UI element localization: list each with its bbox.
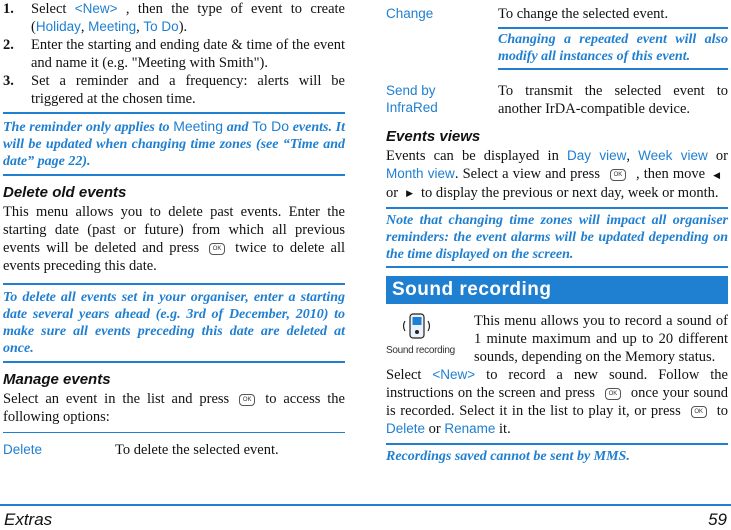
- day-view-keyword: Day view: [567, 148, 627, 163]
- mms-note: Recordings saved cannot be sent by MMS.: [386, 449, 630, 465]
- delete-option-row: [3, 441, 345, 459]
- meeting-keyword: Meeting: [173, 118, 223, 134]
- change-option-desc: To change the selected event.: [498, 6, 669, 22]
- time-zone-note: Note that changing time zones will impact all organiser reminders: the event alarms will be updated depending on the time displayed on the screen.: [386, 213, 728, 263]
- section-title: Extras: [4, 510, 53, 529]
- ok-key-icon: OK: [691, 406, 707, 418]
- divider: [386, 443, 728, 445]
- holiday-keyword: Holiday: [35, 19, 81, 34]
- step-2: 2. Enter the starting and ending date & time of the event and name it (e.g. "Meeting with Smith").: [3, 37, 345, 71]
- arrow-right-icon: ▶: [406, 188, 414, 199]
- sound-recording-banner: Sound recording: [386, 276, 728, 304]
- delete-keyword: Delete: [386, 421, 426, 437]
- divider: [3, 112, 345, 114]
- footer-rule: [0, 504, 731, 506]
- rename-keyword: Rename: [444, 421, 496, 437]
- send-option-desc: To transmit the selected event to another IrDA-compatible device.: [498, 83, 728, 117]
- change-option-row: [386, 5, 728, 70]
- sound-recording-text: Sound recording This menu allows you to record a sound of 1 minute maximum and up to 20 different sounds, depending on the Memory status.: [386, 313, 728, 366]
- step-3: 3. Set a reminder and a frequency: alerts will be triggered at the chosen time.: [3, 73, 345, 107]
- steps-list: [3, 0, 345, 108]
- page-number: 59: [708, 510, 727, 529]
- ok-key-icon: OK: [610, 169, 626, 181]
- new-keyword: <New>: [74, 1, 118, 16]
- todo-keyword: To Do: [143, 19, 179, 34]
- step-number: 2.: [3, 37, 14, 53]
- delete-all-note: To delete all events set in your organiser, enter a starting date several years ahead (e.g. 3rd of December, 2010) to make sure all events preceding this date are deleted at once.: [3, 290, 345, 356]
- left-column: [3, 0, 345, 459]
- divider: [3, 283, 345, 285]
- reminder-note: The reminder only applies to Meeting and To Do events. It will be updated when changing time zones (see “Time and date” page 22).: [3, 118, 345, 169]
- delete-old-events-heading: Delete old events: [3, 184, 127, 201]
- send-option-row: [386, 82, 728, 118]
- send-option-label: Send by InfraRed: [386, 83, 438, 115]
- sound-recording-instructions: Select <New> to record a new sound. Follow the instructions on the screen and press OK once your sound is recorded. Select it in the list to play it, or press OK to Delete or Rename it.: [386, 367, 728, 438]
- divider: [386, 207, 728, 209]
- sound-recording-icon-caption: Sound recording: [386, 345, 455, 357]
- divider: [3, 361, 345, 363]
- ok-key-icon: OK: [605, 388, 621, 400]
- month-view-keyword: Month view: [386, 166, 455, 181]
- right-column: [386, 0, 728, 465]
- step-1: 1. Select <New> , then the type of event to create (Holiday, Meeting, To Do).: [3, 1, 345, 35]
- divider: [3, 174, 345, 176]
- delete-option-label: Delete: [3, 442, 43, 457]
- manage-events-heading: Manage events: [3, 371, 111, 388]
- divider: [386, 266, 728, 268]
- delete-option-desc: To delete the selected event.: [115, 442, 279, 458]
- change-option-label: Change: [386, 6, 434, 21]
- new-keyword: <New>: [432, 367, 476, 383]
- divider: [3, 432, 345, 433]
- events-views-heading: Events views: [386, 128, 481, 145]
- manage-events-text: Select an event in the list and press OK to access the following options:: [3, 391, 345, 425]
- week-view-keyword: Week view: [638, 148, 708, 163]
- todo-keyword: To Do: [252, 118, 289, 134]
- sound-recording-icon-block: [386, 312, 466, 356]
- ok-key-icon: OK: [239, 394, 255, 406]
- events-views-text: Events can be displayed in Day view, Week view or Month view. Select a view and press OK , then move ◀or ▶ to display the previous or next day, week or month.: [386, 148, 729, 201]
- change-option-note: Changing a repeated event will also modify all instances of this event.: [498, 32, 728, 64]
- arrow-left-icon: ◀: [713, 169, 720, 180]
- step-number: 1.: [3, 1, 14, 17]
- sound-recording-icon: [400, 312, 434, 340]
- delete-old-events-text: This menu allows you to delete past events. Enter the starting date (past or future) from which all previous events will be deleted and press OK twice to delete all events preceding this date.: [3, 204, 345, 274]
- ok-key-icon: OK: [209, 243, 225, 255]
- page-footer: [0, 504, 731, 529]
- step-number: 3.: [3, 73, 14, 89]
- divider: [498, 27, 728, 29]
- meeting-keyword: Meeting: [88, 19, 137, 34]
- divider: [498, 68, 728, 70]
